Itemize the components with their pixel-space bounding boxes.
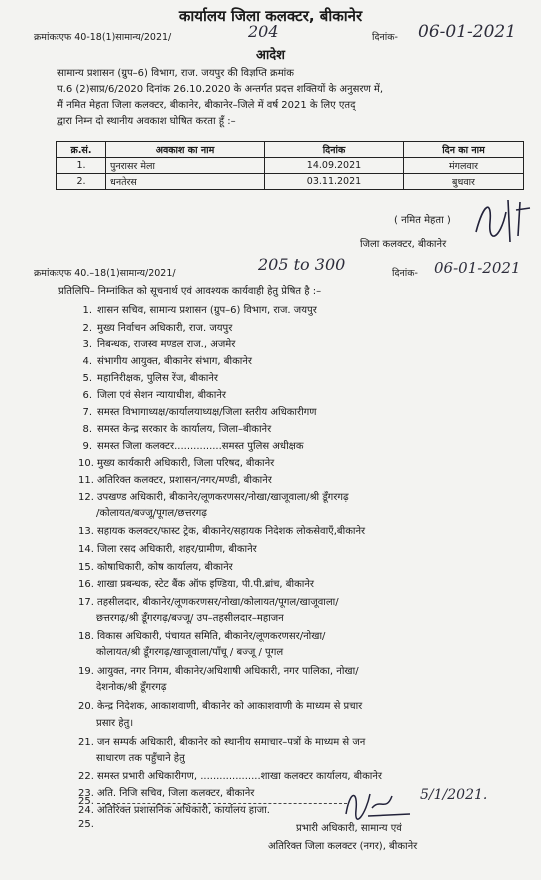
list-item: 3. निबन्धक, राजस्व मण्डल राज., अजमेर	[82, 339, 236, 350]
list-item: 17. तहसीलदार, बीकानेर/लूणकरणसर/नोखा/कोलायत/पूगल/खाजूवाला/	[78, 597, 339, 608]
table-header-row	[57, 142, 524, 158]
table-row	[57, 174, 524, 190]
list-item: 9. समस्त जिला कलक्टर...............समस्त पुलिस अधीक्षक	[82, 441, 304, 452]
list-item: 25.	[78, 794, 347, 807]
list-item-continuation: साधारण तक पहुँचाने हेतु	[96, 753, 185, 764]
list-item: 8. समस्त केन्द्र सरकार के कार्यालय, जिला–बीकानेर	[82, 424, 272, 435]
list-item: 5. महानिरीक्षक, पुलिस रेंज, बीकानेर	[82, 373, 218, 384]
list-item: 6. जिला एवं सेशन न्यायाधीश, बीकानेर	[82, 390, 226, 401]
table-cell: बुधवार	[404, 174, 524, 190]
list-item: 20. केन्द्र निदेशक, आकाशवाणी, बीकानेर को आकाशवाणी के माध्यम से प्रचार	[78, 701, 363, 712]
list-item: 21. जन सम्पर्क अधिकारी, बीकानेर को स्थानीय समाचार–पत्रों के माध्यम से जन	[78, 737, 366, 748]
list-item-continuation: छत्तरगढ़/श्री डूँगरगढ़/बज्जू/ उप–तहसीलदार–महाजन	[96, 613, 284, 624]
office-title: कार्यालय जिला कलक्टर, बीकानेर	[178, 7, 363, 25]
copy-reference: क्रमांकःएफ 40.–18(1)सामान्य/2021/	[34, 268, 176, 279]
column-header: अवकाश का नाम	[106, 142, 265, 158]
list-item: 7. समस्त विभागाध्यक्ष/कार्यालयाध्यक्ष/जिला स्तरीय अधिकारीगण	[82, 407, 317, 418]
list-item-continuation: प्रसार हेतु।	[96, 718, 134, 729]
list-item: 23. अति. निजि सचिव, जिला कलक्टर, बीकानेर	[78, 788, 255, 799]
body-line: सामान्य प्रशासन (ग्रुप–6) विभाग, राज. जयपुर की विज्ञप्ति क्रमांक	[57, 68, 294, 79]
signatory-designation: प्रभारी अधिकारी, सामान्य एवं	[296, 823, 402, 834]
list-item: 24. अतिरिक्त प्रशासनिक अधिकारी, कार्यालय हाजा.	[78, 805, 270, 816]
list-item-continuation: देशनोक/श्री डूँगरगढ़	[96, 682, 167, 693]
list-item: 13. सहायक कलक्टर/फास्ट ट्रेक, बीकानेर/सहायक निदेशक लोकसेवाएँ,बीकानेर	[78, 526, 366, 537]
date-label: दिनांक-	[372, 32, 398, 43]
list-item: 25.	[78, 819, 94, 830]
blank-entry-line	[97, 794, 347, 804]
list-item: 16. शाखा प्रबन्धक, स्टेट बैंक ऑफ इण्डिया, पी.पी.ब्रांच, बीकानेर	[78, 579, 314, 590]
list-item: 18. विकास अधिकारी, पंचायत समिति, बीकानेर/लूणकरणसर/नोखा/	[78, 631, 326, 642]
list-item: 2. मुख्य निर्वाचन अधिकारी, राज. जयपुर	[82, 323, 233, 334]
order-heading: आदेश	[255, 48, 286, 63]
column-header: दिनांक	[265, 142, 404, 158]
body-line: प.6 (2)साप्र/6/2020 दिनांक 26.10.2020 के अन्तर्गत प्रदत्त शक्तियों के अनुसरण में,	[57, 84, 384, 95]
copy-date-label: दिनांक-	[392, 268, 418, 279]
list-item: 19. आयुक्त, नगर निगम, बीकानेर/अधिशाषी अधिकारी, नगर पालिका, नोखा/	[78, 666, 359, 677]
column-header: दिन का नाम	[404, 142, 524, 158]
signatory-designation: अतिरिक्त जिला कलक्टर (नगर), बीकानेर	[268, 841, 418, 852]
body-line: मैं नमित मेहता जिला कलक्टर, बीकानेर, बीकानेर–जिले में वर्ष 2021 के लिए एतद्	[57, 100, 356, 111]
signature-scribble	[470, 192, 536, 248]
body-line: द्वारा निम्न दो स्थानीय अवकाश घोषित करता हूँ :–	[57, 116, 236, 127]
table-cell: पुनरासर मेला	[106, 158, 265, 174]
list-item: 4. संभागीय आयुक्त, बीकानेर संभाग, बीकानेर	[82, 356, 252, 367]
table-cell: 1.	[57, 158, 106, 174]
list-item: 11. अतिरिक्त कलक्टर, प्रशासन/नगर/मण्डी, बीकानेर	[78, 475, 272, 486]
list-item: 1. शासन सचिव, सामान्य प्रशासन (ग्रुप–6) विभाग, राज. जयपुर	[82, 305, 317, 316]
table-cell: 14.09.2021	[265, 158, 404, 174]
table-cell: धनतेरस	[106, 174, 265, 190]
list-item-continuation: /कोलायत/बज्जू/पूगल/छत्तरगढ़	[96, 508, 207, 519]
holiday-table	[56, 141, 524, 190]
handwritten-copy-number: 205 to 300	[258, 255, 346, 274]
list-item: 22. समस्त प्रभारी अधिकारीगण, ...................शाखा कलक्टर कार्यालय, बीकानेर	[78, 771, 382, 782]
table-row	[57, 158, 524, 174]
list-item-continuation: कोलायत/श्री डूँगरगढ़/खाजूवाला/पाँचू / बज्जू / पूगल	[96, 647, 284, 658]
list-item: 10. मुख्य कार्यकारी अधिकारी, जिला परिषद, बीकानेर	[78, 458, 275, 469]
list-item: 15. कोषाधिकारी, कोष कार्यालय, बीकानेर	[78, 562, 233, 573]
signature-scribble	[340, 784, 420, 820]
handwritten-order-number: 204	[248, 22, 279, 41]
handwritten-date: 06-01-2021	[418, 22, 517, 42]
handwritten-copy-date: 06-01-2021	[434, 259, 521, 277]
signatory-designation: जिला कलक्टर, बीकानेर	[360, 239, 447, 250]
order-reference: क्रमांकःएफ 40-18(1)सामान्य/2021/	[34, 32, 172, 43]
handwritten-sign-date: 5/1/2021.	[420, 787, 488, 803]
signatory-name: ( नमित मेहता )	[394, 215, 451, 226]
list-item: 14. जिला रसद अधिकारी, शहर/ग्रामीण, बीकानेर	[78, 544, 257, 555]
copy-intro: प्रतिलिपि– निम्नांकित को सूचनार्थ एवं आवश्यक कार्यवाही हेतु प्रेषित है :–	[58, 286, 322, 297]
column-header: क्र.सं.	[57, 142, 106, 158]
list-item: 12. उपखण्ड अधिकारी, बीकानेर/लूणकरणसर/नोखा/खाजूवाला/श्री डूँगरगढ़	[78, 492, 349, 503]
table-cell: मंगलवार	[404, 158, 524, 174]
table-cell: 03.11.2021	[265, 174, 404, 190]
table-cell: 2.	[57, 174, 106, 190]
